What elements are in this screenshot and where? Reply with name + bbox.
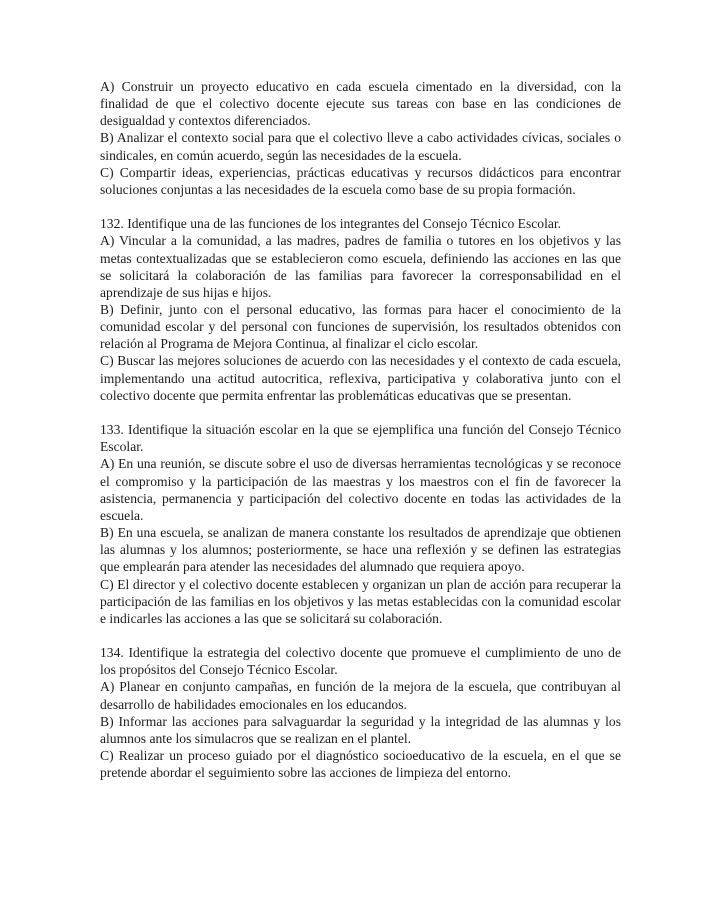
question-text: 134. Identifique la estrategia del colectivo docente que promueve el cumplimiento de uno de los propósitos del Consejo Técnico Escolar. <box>100 645 621 678</box>
question-block-131 <box>100 78 621 198</box>
option-b: B) En una escuela, se analizan de manera constante los resultados de aprendizaje que obtienen las alumnas y los alumnos; posteriormente, se hace una reflexión y se definen las estrategias que emplearán para atender las necesidades del alumnado que requiera apoyo. <box>100 525 621 575</box>
option-c: C) Compartir ideas, experiencias, prácticas educativas y recursos didácticos para encontrar soluciones conjuntas a las necesidades de la escuela como base de su propia formación. <box>100 164 621 197</box>
question-block-134 <box>100 644 621 781</box>
option-c: C) Realizar un proceso guiado por el diagnóstico socioeducativo de la escuela, en el que se pretende abordar el seguimiento sobre las acciones de limpieza del entorno. <box>100 748 621 781</box>
option-a: A) Construir un proyecto educativo en cada escuela cimentado en la diversidad, con la finalidad de que el colectivo docente ejecute sus tareas con base en las condiciones de desigualdad y contextos diferenciados. <box>100 79 621 129</box>
option-c: C) El director y el colectivo docente establecen y organizan un plan de acción para recuperar la participación de las familias en los objetivos y las metas establecidas con la comunidad escolar e indicarles las acciones a las que se solicitará su colaboración. <box>100 576 621 626</box>
option-b: B) Analizar el contexto social para que el colectivo lleve a cabo actividades cívicas, sociales o sindicales, en común acuerdo, según las necesidades de la escuela. <box>100 130 621 163</box>
option-a: A) En una reunión, se discute sobre el uso de diversas herramientas tecnológicas y se reconoce el compromiso y la participación de las maestras y los maestros con el fin de favorecer la asistencia, permanencia y participación del colectivo docente en todas las actividades de la escuela. <box>100 456 621 523</box>
option-c: C) Buscar las mejores soluciones de acuerdo con las necesidades y el contexto de cada escuela, implementando una actitud autocritica, reflexiva, participativa y colaborativa junto con el colectivo docente que permita enfrentar las problemáticas educativas que se presentan. <box>100 353 621 403</box>
paragraph-gap <box>100 198 621 215</box>
option-b: B) Definir, junto con el personal educativo, las formas para hacer el conocimiento de la comunidad escolar y del personal con funciones de supervisión, los resultados obtenidos con relación al Programa de Mejora Continua, al finalizar el ciclo escolar. <box>100 302 621 352</box>
option-b: B) Informar las acciones para salvaguardar la seguridad y la integridad de las alumnas y los alumnos ante los simulacros que se realizan en el plantel. <box>100 713 621 746</box>
option-a: A) Vincular a la comunidad, a las madres, padres de familia o tutores en los objetivos y las metas contextualizadas que se establecieron como escuela, definiendo las acciones en las que se solicitará la colaboración de las familias para favorecer la corresponsabilidad en el aprendizaje de sus hijas e hijos. <box>100 233 621 300</box>
paragraph-gap <box>100 627 621 644</box>
document-page <box>100 78 621 781</box>
paragraph-gap <box>100 404 621 421</box>
question-block-133 <box>100 421 621 627</box>
option-a: A) Planear en conjunto campañas, en función de la mejora de la escuela, que contribuyan al desarrollo de habilidades emocionales en los educandos. <box>100 679 621 712</box>
question-text: 133. Identifique la situación escolar en la que se ejemplifica una función del Consejo Técnico Escolar. <box>100 422 621 455</box>
question-text: 132. Identifique una de las funciones de los integrantes del Consejo Técnico Escolar. <box>100 216 562 232</box>
question-block-132 <box>100 215 621 404</box>
